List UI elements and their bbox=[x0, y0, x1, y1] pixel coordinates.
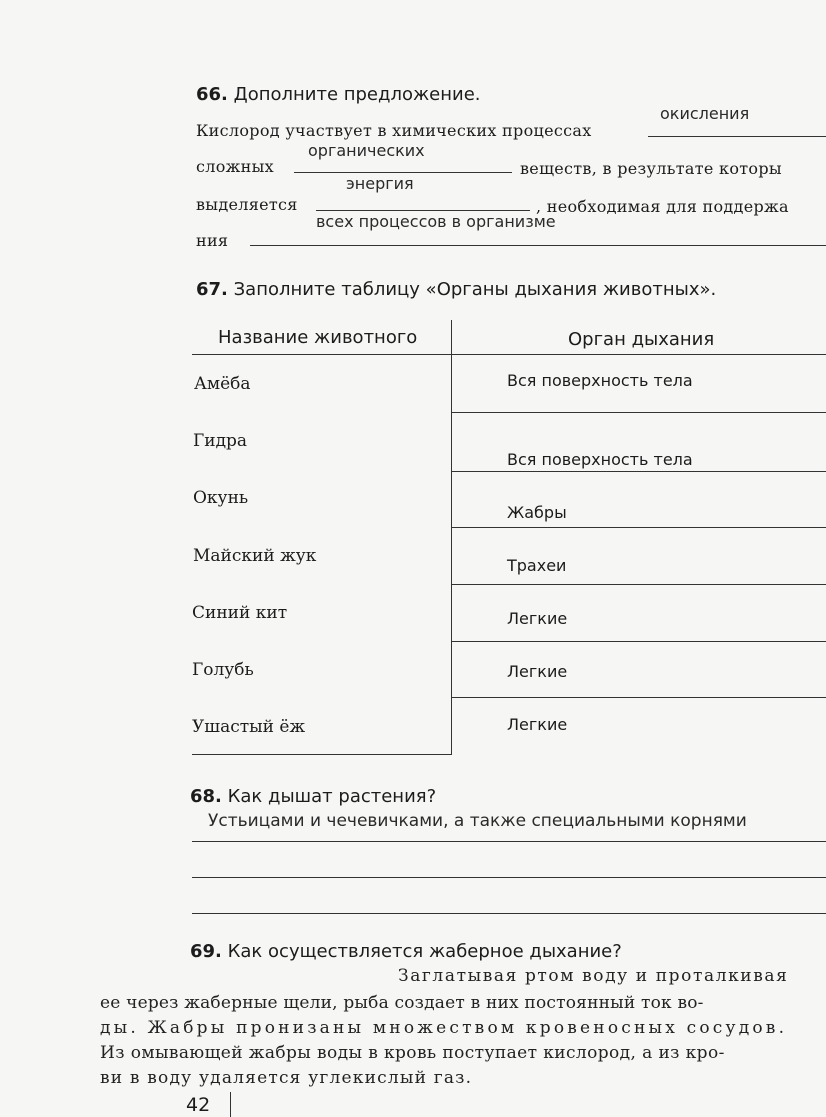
table-row-rule bbox=[452, 527, 826, 528]
table-header-animal: Название животного bbox=[218, 327, 418, 348]
table-row-5-animal: Синий кит bbox=[192, 603, 288, 623]
table-row-rule bbox=[452, 471, 826, 472]
q66-line3-text-a: выделяется bbox=[196, 195, 298, 214]
q66-line2-text-b: веществ, в результате которы bbox=[520, 159, 782, 178]
q69-answer-line-4: Из омывающей жабры воды в кровь поступает кислород, а из кро- bbox=[100, 1043, 725, 1063]
q69-answer-line-3: ды. Жабры пронизаны множеством кровеносных сосудов. bbox=[100, 1018, 788, 1038]
q66-line3-blank bbox=[316, 210, 530, 211]
q66-title bbox=[196, 84, 481, 105]
q66-line3-answer: энергия bbox=[346, 174, 414, 193]
table-row-rule bbox=[452, 641, 826, 642]
q66-line1-text: Кислород участвует в химических процессах bbox=[196, 121, 592, 140]
q68-title bbox=[190, 786, 436, 807]
page-number: 42 bbox=[186, 1094, 211, 1116]
q69-answer-line-1: Заглатывая ртом воду и проталкивая bbox=[398, 966, 789, 986]
q68-answer-line bbox=[192, 841, 826, 842]
table-row-2-animal: Гидра bbox=[193, 431, 248, 451]
q68-title-text: Как дышат растения? bbox=[227, 786, 437, 807]
q67-title bbox=[196, 279, 716, 300]
page-number-divider bbox=[230, 1092, 231, 1117]
table-row-1-organ: Вся поверхность тела bbox=[507, 371, 693, 390]
q69-answer-line-2: ее через жаберные щели, рыба создает в них постоянный ток во- bbox=[100, 993, 704, 1013]
table-row-1-animal: Амёба bbox=[194, 374, 251, 394]
q66-line3-text-b: , необходимая для поддержа bbox=[536, 197, 789, 216]
table-column-divider bbox=[451, 320, 452, 755]
q69-answer-line-5: ви в воду удаляется углекислый газ. bbox=[100, 1068, 473, 1088]
q66-line2-text-a: сложных bbox=[196, 157, 274, 176]
table-header-rule bbox=[192, 354, 826, 355]
q68-answer-line bbox=[192, 877, 826, 878]
q68-answer: Устьицами и чечевичками, а также специальными корнями bbox=[208, 811, 747, 831]
q66-line4-blank bbox=[250, 245, 826, 246]
table-row-4-animal: Майский жук bbox=[193, 546, 317, 566]
table-row-6-animal: Голубь bbox=[192, 660, 254, 680]
table-header-organ: Орган дыхания bbox=[568, 329, 715, 350]
table-row-rule bbox=[452, 697, 826, 698]
q69-title-text: Как осуществляется жаберное дыхание? bbox=[227, 941, 622, 962]
q66-line4-answer: всех процессов в организме bbox=[316, 212, 556, 231]
q66-line2-blank bbox=[294, 172, 512, 173]
table-row-2-organ: Вся поверхность тела bbox=[507, 450, 693, 469]
table-row-4-organ: Трахеи bbox=[507, 556, 567, 575]
q66-line1-answer: окисления bbox=[660, 104, 750, 123]
table-row-3-animal: Окунь bbox=[193, 488, 249, 508]
table-row-7-organ: Легкие bbox=[507, 715, 568, 734]
table-bottom-rule bbox=[192, 754, 452, 755]
table-row-rule bbox=[452, 584, 826, 585]
q66-line4-text: ния bbox=[196, 231, 229, 250]
q67-number: 67. bbox=[196, 279, 228, 300]
q66-number: 66. bbox=[196, 84, 228, 105]
q68-number: 68. bbox=[190, 786, 222, 807]
table-row-3-organ: Жабры bbox=[507, 503, 567, 522]
table-row-rule bbox=[452, 412, 826, 413]
table-row-6-organ: Легкие bbox=[507, 662, 568, 681]
q66-line2-answer: органических bbox=[308, 141, 425, 160]
q66-line1-blank bbox=[648, 136, 826, 137]
q69-number: 69. bbox=[190, 941, 222, 962]
q69-title bbox=[190, 941, 622, 962]
table-row-7-animal: Ушастый ёж bbox=[192, 717, 306, 737]
q68-answer-line bbox=[192, 913, 826, 914]
q67-title-text: Заполните таблицу «Органы дыхания животных». bbox=[233, 279, 717, 300]
q66-title-text: Дополните предложение. bbox=[233, 84, 481, 105]
table-row-5-organ: Легкие bbox=[507, 609, 568, 628]
